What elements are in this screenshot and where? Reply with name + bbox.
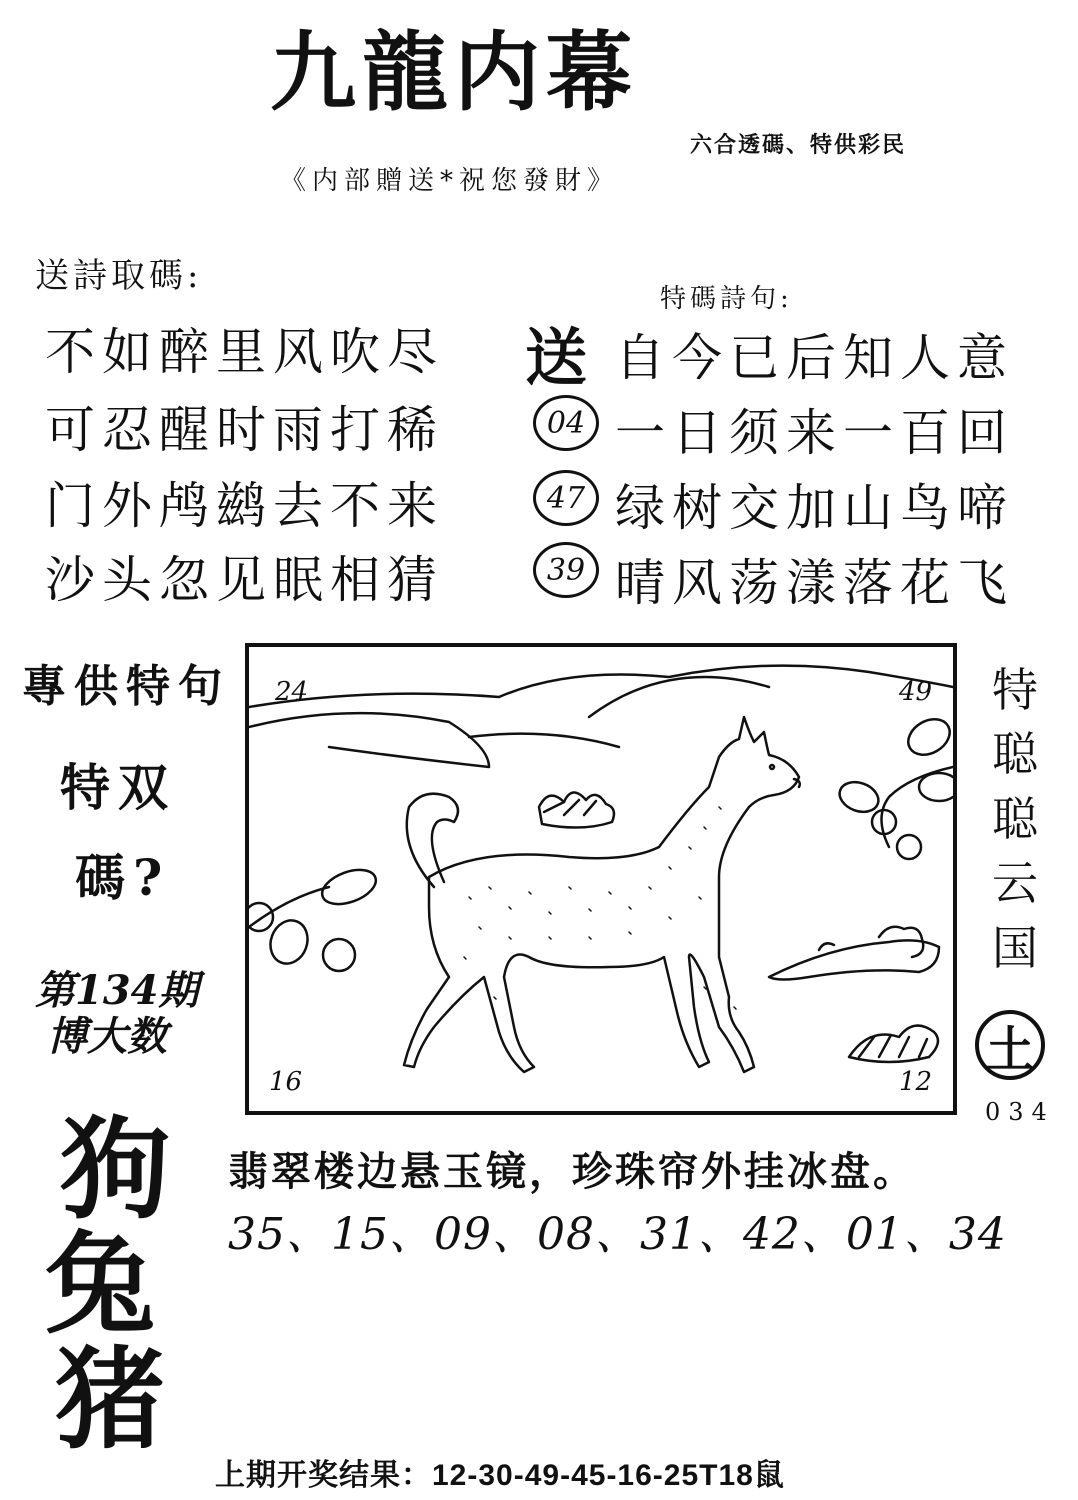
vertical-char: 聪 <box>992 791 1038 846</box>
subtitle: 《内部贈送*祝您發財》 <box>280 166 620 196</box>
zodiac-char: 猪 <box>55 1335 165 1464</box>
zodiac-char: 兔 <box>45 1220 155 1349</box>
vertical-char: 特 <box>992 663 1038 717</box>
corner-number-bl: 16 <box>269 1067 303 1097</box>
dog-illustration <box>249 647 953 1111</box>
poem-left-line: 可忍醒时雨打稀 <box>45 401 444 459</box>
code-number: 034 <box>985 1098 1055 1126</box>
vertical-char: 云 <box>992 856 1038 911</box>
verse-line: 翡翠楼边悬玉镜，珍珠帘外挂冰盘。 <box>228 1148 916 1195</box>
zodiac-char: 狗 <box>60 1105 170 1234</box>
special-line-2: 特双 <box>60 758 176 817</box>
poem-left-line: 不如醉里风吹尽 <box>45 323 444 381</box>
tagline: 六合透碼、特供彩民 <box>690 133 907 158</box>
poem-right-line: 自今已后知人意 <box>615 329 1014 387</box>
vertical-char: 聪 <box>992 727 1038 782</box>
circled-number: 47 <box>533 470 599 526</box>
circled-number: 04 <box>533 395 599 451</box>
special-line-3: 碼? <box>75 848 171 907</box>
number-list: 35、15、09、08、31、42、01、34 <box>228 1209 1007 1260</box>
issue-caption: 博大数 <box>47 1013 167 1060</box>
last-result: 上期开奖结果：12-30-49-45-16-25T18鼠 <box>215 1459 785 1492</box>
poem-right-line: 晴风荡漾落花飞 <box>615 554 1014 612</box>
issue-number: 第134期 <box>35 967 199 1014</box>
issue-block <box>35 968 199 1060</box>
poem-left-line: 沙头忽见眠相猜 <box>45 551 444 609</box>
element-badge: 土 <box>975 1010 1045 1080</box>
circled-number: 39 <box>533 542 599 598</box>
poem-left-label: 送詩取碼: <box>35 256 203 296</box>
poem-right-line: 绿树交加山鸟啼 <box>615 479 1014 537</box>
poem-right-line: 一日须来一百回 <box>615 404 1014 462</box>
picture-frame <box>245 643 957 1115</box>
corner-number-tr: 49 <box>899 677 933 707</box>
page-title: 九龍内幕 <box>270 22 638 123</box>
vertical-text <box>985 658 1045 980</box>
corner-number-tl: 24 <box>275 677 309 707</box>
corner-number-br: 12 <box>899 1067 933 1097</box>
vertical-char: 国 <box>992 920 1038 975</box>
poem-left-line: 门外鸬鹚去不来 <box>45 477 444 535</box>
poem-right-label: 特碼詩句: <box>660 284 793 314</box>
send-char: 送 <box>525 321 588 394</box>
special-line-1: 專供特句 <box>22 661 230 712</box>
